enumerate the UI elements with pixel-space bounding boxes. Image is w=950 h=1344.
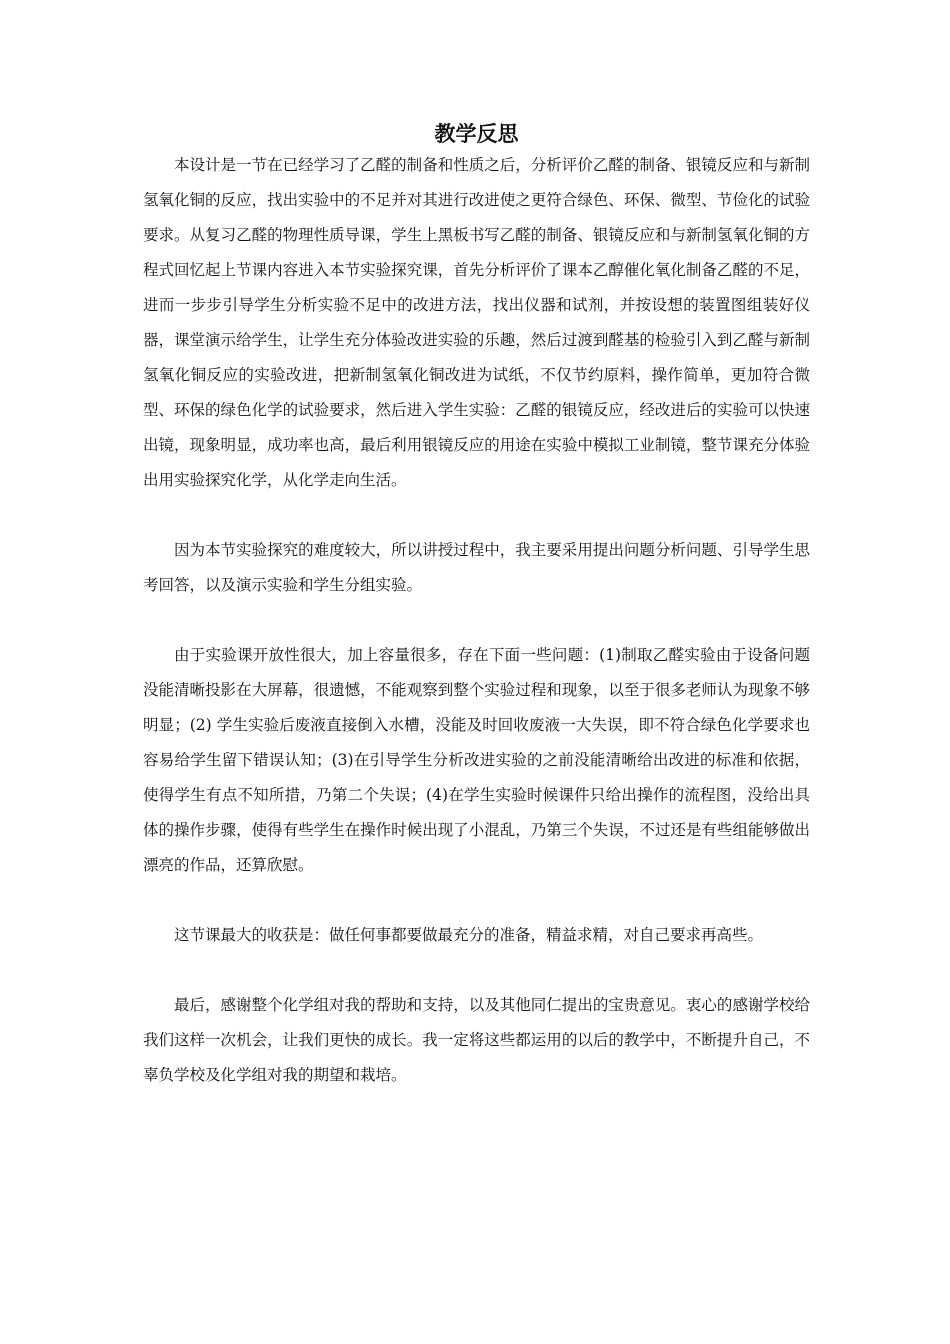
paragraph-design-overview: 本设计是一节在已经学习了乙醛的制备和性质之后，分析评价乙醛的制备、银镜反应和与新制氢氧化铜的反应，找出实验中的不足并对其进行改进使之更符合绿色、环保、微型、节俭化的试验要求。从复习乙醛的物理性质导课，学生上黑板书写乙醛的制备、银镜反应和与新制氢氧化铜的方程式回忆起上节课内容进入本节实验探究课，首先分析评价了课本乙醇催化氧化制备乙醛的不足，进而一步步引导学生分析实验不足中的改进方法，找出仪器和试剂，并按设想的装置图组装好仪器，课堂演示给学生，让学生充分体验改进实验的乐趣，然后过渡到醛基的检验引入到乙醛与新制氢氧化铜反应的实验改进，把新制氢氧化铜改进为试纸，不仅节约原料，操作简单，更加符合微型、环保的绿色化学的试验要求，然后进入学生实验：乙醛的银镜反应，经改进后的实验可以快速出镜，现象明显，成功率也高，最后利用银镜反应的用途在实验中模拟工业制镜，整节课充分体验出用实验探究化学，从化学走向生活。 (143, 156, 810, 489)
paragraph-acknowledgement: 最后，感谢整个化学组对我的帮助和支持，以及其他同仁提出的宝贵意见。衷心的感谢学校给我们这样一次机会，让我们更快的成长。我一定将这些都运用的以后的教学中，不断提升自己，不辜负学校及化学组对我的期望和栽培。 (143, 996, 810, 1084)
paragraph-teaching-method: 因为本节实验探究的难度较大，所以讲授过程中，我主要采用提出问题分析问题、引导学生思考回答，以及演示实验和学生分组实验。 (143, 541, 810, 594)
paragraph-spacer (143, 603, 810, 638)
paragraph-problems: 由于实验课开放性很大，加上容量很多，存在下面一些问题：(1)制取乙醛实验由于设备问题没能清晰投影在大屏幕，很遗憾，不能观察到整个实验过程和现象，以至于很多老师认为现象不够明显；(2) 学生实验后废液直接倒入水槽，没能及时回收废液一大失误，即不符合绿色化学要求也容易给学生留下错误认知；(3)在引导学生分析改进实验的之前没能清晰给出改进的标准和依据，使得学生有点不知所措，乃第二个失误；(4)在学生实验时候课件只给出操作的流程图，没给出具体的操作步骤，使得有些学生在操作时候出现了小混乱，乃第三个失误，不过还是有些组能够做出漂亮的作品，还算欣慰。 (143, 646, 810, 874)
paragraph-spacer (143, 953, 810, 988)
paragraph-spacer (143, 883, 810, 918)
paragraph-takeaway: 这节课最大的收获是：做任何事都要做最充分的准备，精益求精，对自己要求再高些。 (174, 926, 764, 944)
document-title: 教学反思 (434, 121, 519, 146)
paragraph-spacer (143, 498, 810, 533)
document-body (143, 120, 810, 1093)
